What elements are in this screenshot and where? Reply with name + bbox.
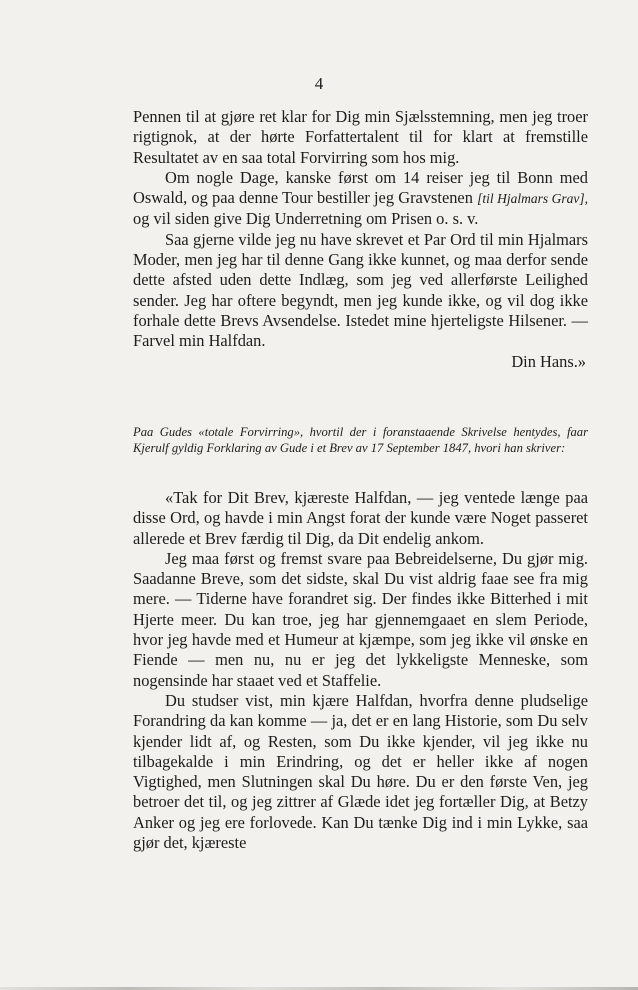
paragraph: Jeg maa først og fremst svare paa Bebreidelserne, Du gjør mig. Saadanne Breve, som det sidste, skal Du vist aldrig faae see fra mig mere. — Tiderne have forandret sig. Der findes ikke Bitterhed i mit Hjerte meer. Du kan troe, jeg har gjennemgaaet en slem Periode, hvor jeg havde med et Humeur at kjæmpe, som jeg ikke vil ønske en Fiende — men nu, nu er jeg det lykkeligste Menneske, som nogensinde har staaet ved et Staffelie. bbox=[133, 548, 588, 690]
paragraph: Saa gjerne vilde jeg nu have skrevet et Par Ord til min Hjalmars Moder, men jeg har til denne Gang ikke kunnet, og maa derfor sende dette afsted uden dette Indlæg, som jeg ved allerførste Leilighed sender. Jeg har oftere begyndt, men jeg kunde ikke, og vil dog ikke forhale dette Brevs Avsendelse. Istedet mine hjerteligste Hilsener. — Farvel min Halfdan. bbox=[133, 229, 588, 351]
paragraph-text: Om nogle Dage, kanske først om 14 reiser jeg til Bonn med Oswald, og paa denne Tour bestiller jeg Gravstenen bbox=[133, 167, 588, 208]
editorial-caption: Paa Gudes «totale Forvirring», hvortil der i foranstaaende Skrivelse hentydes, faar Kjerulf gyldig Forklaring av Gude i et Brev av 17 September 1847, hvori han skriver: bbox=[133, 425, 588, 455]
paragraph-text: og vil siden give Dig Underretning om Prisen o. s. v. bbox=[133, 209, 479, 229]
signature: Din Hans.» bbox=[511, 351, 586, 371]
letter-excerpt-1 bbox=[133, 107, 588, 372]
paragraph: Du studser vist, min kjære Halfdan, hvorfra denne pludselige Forandring da kan komme — ja, det er en lang Historie, som Du selv kjender lidt af, og Resten, som Du ikke kjender, vil jeg ikke nu tilbagekalde i min Erindring, og det er heller ikke af nogen Vigtighed, men Slutningen skal Du høre. Du er den første Ven, jeg betroer det til, og jeg zittrer af Glæde idet jeg fortæller Dig, at Betzy Anker og jeg ere forlovede. Kan Du tænke Dig ind i min Lykke, saa gjør det, kjæreste bbox=[133, 690, 588, 853]
paragraph: «Tak for Dit Brev, kjæreste Halfdan, — jeg ventede længe paa disse Ord, og havde i min Angst forat der kunde være Noget passeret allerede et Brev færdig til Dig, da Dit endelig ankom. bbox=[133, 488, 588, 548]
paragraph bbox=[133, 168, 588, 230]
page-number: 4 bbox=[314, 74, 324, 93]
editorial-insert: [til Hjalmars Grav], bbox=[477, 191, 588, 207]
paragraph: Pennen til at gjøre ret klar for Dig min Sjælsstemning, men jeg troer rigtignok, at der hørte Forfattertalent til for klart at fremstille Resultatet av en saa total Forvirring som hos mig. bbox=[133, 107, 588, 167]
letter-excerpt-2 bbox=[133, 488, 588, 853]
